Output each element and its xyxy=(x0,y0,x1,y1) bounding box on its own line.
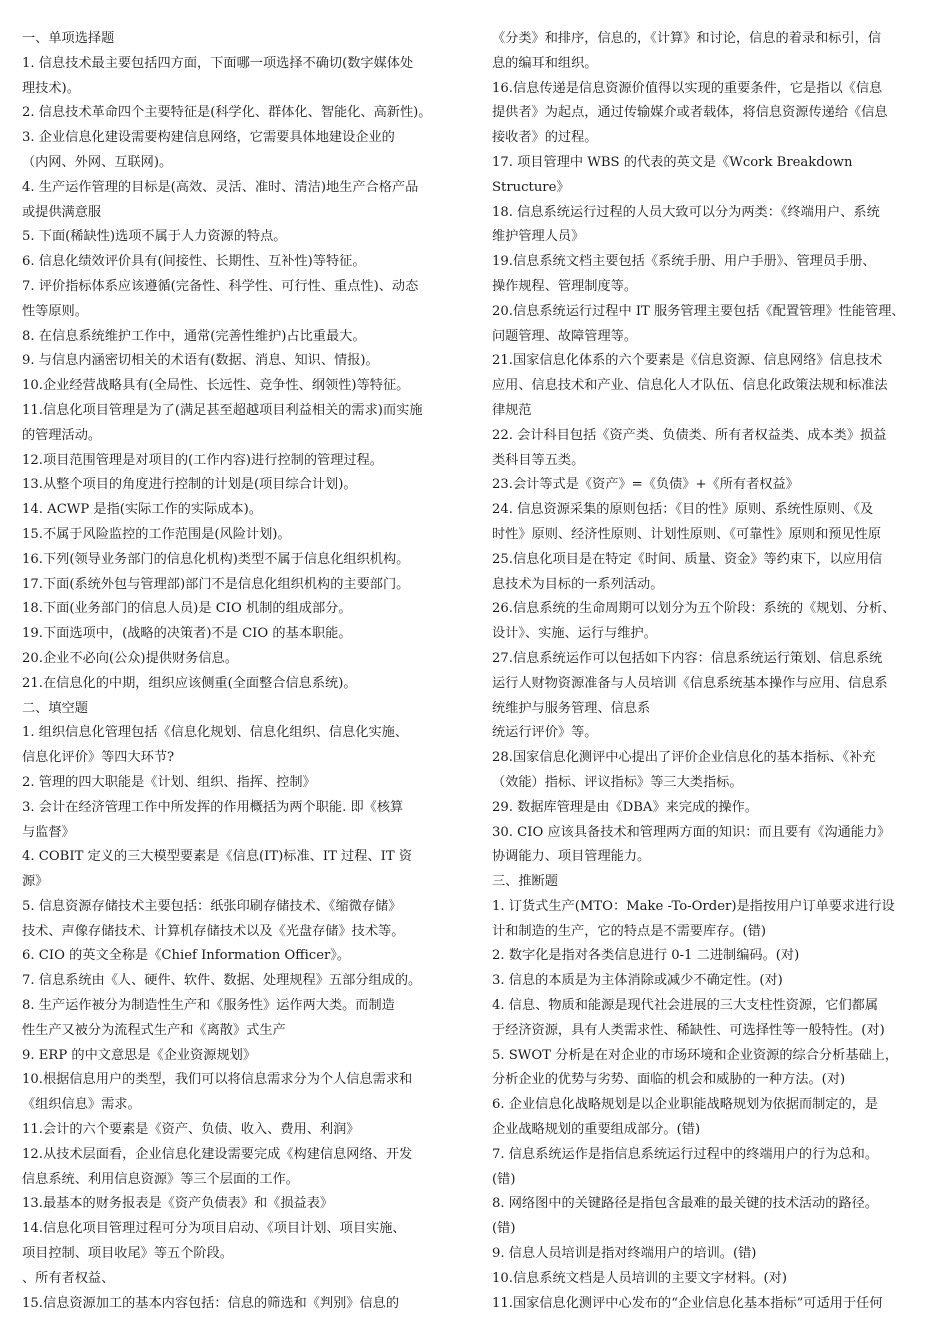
left-column-line: 或提供满意服 xyxy=(22,204,102,220)
left-column-line: 6. 信息化绩效评价具有(间接性、长期性、互补性)等特征。 xyxy=(22,254,366,270)
left-column-line: 信息系统、利用信息资源》等三个层面的工作。 xyxy=(22,1171,299,1187)
left-column xyxy=(22,27,460,1344)
right-column-line: 23.会计等式是《资产》=《负债》+《所有者权益》 xyxy=(492,477,799,493)
left-column-line: 12.从技术层面看，企业信息化建设需要完成《构建信息网络、开发 xyxy=(22,1146,413,1162)
left-column-line: 理技术)。 xyxy=(22,80,80,96)
right-column-line: 4. 信息、物质和能源是现代社会进展的三大支柱性资源，它们都属 xyxy=(492,998,879,1014)
right-column-line: 运行人财物资源准备与人员培训《信息系统基本操作与应用、信息系 xyxy=(492,675,888,691)
left-column-line: 14. ACWP 是指(实际工作的实际成本)。 xyxy=(22,502,262,518)
right-column-line: 18. 信息系统运行过程的人员大致可以分为两类：《终端用户、系统 xyxy=(492,204,880,220)
right-column-line: 问题管理、故障管理等。 xyxy=(492,328,638,344)
left-column-line: 性等原则。 xyxy=(22,303,88,319)
right-column-line: 统维护与服务管理、信息系 xyxy=(492,700,651,716)
right-column-line: 接收者》的过程。 xyxy=(492,130,598,146)
right-column-line: 10.信息系统文档是人员培训的主要文字材料。(对) xyxy=(492,1270,788,1286)
right-column-line: 类科目等五类。 xyxy=(492,452,585,468)
right-column-line: 应用、信息技术和产业、信息化人才队伍、信息化政策法规和标准法 xyxy=(492,378,888,394)
left-column-line: 2. 信息技术革命四个主要特征是(科学化、群体化、智能化、高新性)。 xyxy=(22,105,432,121)
right-column-line: 26.信息系统的生命周期可以划分为五个阶段：系统的《规划、分析、 xyxy=(492,601,896,617)
right-column-line: 1. 订货式生产(MTO：Make -To-Order)是指按用户订单要求进行设 xyxy=(492,898,895,914)
left-column-line: 9. ERP 的中文意思是《企业资源规划》 xyxy=(22,1047,257,1063)
left-column-line: 6. CIO 的英文全称是《Chief Information Officer》。 xyxy=(22,948,351,964)
right-column-line: 29. 数据库管理是由《DBA》来完成的操作。 xyxy=(492,799,758,815)
right-column-line: 2. 数字化是指对各类信息进行 0-1 二进制编码。(对) xyxy=(492,948,800,964)
left-column-line: 12.项目范围管理是对项目的(工作内容)进行控制的管理过程。 xyxy=(22,452,383,468)
left-column-line: 11.信息化项目管理是为了(满足甚至超越项目利益相关的需求)而实施 xyxy=(22,402,423,418)
right-column-line: 于经济资源，具有人类需求性、稀缺性、可选择性等一般特性。(对) xyxy=(492,1022,885,1038)
right-column-line: 协调能力、项目管理能力。 xyxy=(492,849,651,865)
left-column-line: 13.最基本的财务报表是《资产负债表》和《损益表》 xyxy=(22,1196,334,1212)
left-column-line: 8. 生产运作被分为制造性生产和《服务性》运作两大类。而制造 xyxy=(22,998,395,1014)
left-column-line: 13.从整个项目的角度进行控制的计划是(项目综合计划)。 xyxy=(22,477,357,493)
left-column-line: 技术、声像存储技术、计算机存储技术以及《光盘存储》技术等。 xyxy=(22,923,405,939)
right-column-line: 提供者》为起点，通过传输媒介或者载体，将信息资源传递给《信息 xyxy=(492,105,888,121)
left-column-line: 16.下列(领导业务部门的信息化机构)类型不属于信息化组织机构。 xyxy=(22,551,410,567)
left-column-line: 20.企业不必向(公众)提供财务信息。 xyxy=(22,650,238,666)
right-column-line: Structure》 xyxy=(492,179,570,195)
right-column-line: 律规范 xyxy=(492,402,532,418)
right-column-line: 16.信息传递是信息资源价值得以实现的重要条件，它是指以《信息 xyxy=(492,80,883,96)
right-column-line: 企业战略规划的重要组成部分。(错) xyxy=(492,1122,701,1138)
right-column-line: 5. SWOT 分析是在对企业的市场环境和企业资源的综合分析基础上， xyxy=(492,1047,899,1063)
left-column-line: 10.根据信息用户的类型，我们可以将信息需求分为个人信息需求和 xyxy=(22,1072,413,1088)
right-column-line: 操作规程、管理制度等。 xyxy=(492,278,638,294)
left-column-line: 项目控制、项目收尾》等五个阶段。 xyxy=(22,1246,233,1262)
right-column-line: 统运行评价》等。 xyxy=(492,725,598,741)
left-column-line: 5. 信息资源存储技术主要包括：纸张印刷存储技术、《缩微存储》 xyxy=(22,898,402,914)
left-column-line: 与监督》 xyxy=(22,824,75,840)
left-column-line: 2. 管理的四大职能是《计划、组织、指挥、控制》 xyxy=(22,774,316,790)
right-column-line: 计和制造的生产，它的特点是不需要库存。(错) xyxy=(492,923,767,939)
left-column-line: 21.在信息化的中期，组织应该侧重(全面整合信息系统)。 xyxy=(22,675,357,691)
right-column-line: 9. 信息人员培训是指对终端用户的培训。(错) xyxy=(492,1246,757,1262)
right-column-line: 20.信息系统运行过程中 IT 服务管理主要包括《配置管理》性能管理、 xyxy=(492,303,905,319)
right-column-line: 息技术为目标的一系列活动。 xyxy=(492,576,664,592)
left-column-line: 14.信息化项目管理过程可分为项目启动、《项目计划、项目实施、 xyxy=(22,1221,406,1237)
left-column-line: 19.下面选项中，(战略的决策者)不是 CIO 的基本职能。 xyxy=(22,626,352,642)
right-column-line: 22. 会计科目包括《资产类、负债类、所有者权益类、成本类》损益 xyxy=(492,427,887,443)
right-column-line: 息的编耳和组织。 xyxy=(492,55,598,71)
left-column-line: 17.下面(系统外包与管理部)部门不是信息化组织机构的主要部门。 xyxy=(22,576,410,592)
left-column-line: 3. 会计在经济管理工作中所发挥的作用概括为两个职能. 即《核算 xyxy=(22,799,404,815)
right-column-line: 30. CIO 应该具备技术和管理两方面的知识：而且要有《沟通能力》 xyxy=(492,824,891,840)
right-column-line: （效能）指标、评议指标》等三大类指标。 xyxy=(492,774,743,790)
left-column-line: 源》 xyxy=(22,874,49,890)
left-column-line: 一、单项选择题 xyxy=(22,31,115,46)
right-column-line: 时性》原则、经济性原则、计划性原则、《可靠性》原则和预见性原 xyxy=(492,526,882,542)
left-column-line: 性生产又被分为流程式生产和《离散》式生产 xyxy=(22,1022,286,1038)
right-column-line: 维护管理人员》 xyxy=(492,229,585,245)
right-column xyxy=(492,27,932,1344)
left-column-line: 15.信息资源加工的基本内容包括：信息的筛选和《判别》信息的 xyxy=(22,1295,400,1311)
right-column-line: (错) xyxy=(492,1171,516,1187)
left-column-line: 9. 与信息内涵密切相关的术语有(数据、消息、知识、情报)。 xyxy=(22,353,379,369)
left-column-line: 4. 生产运作管理的目标是(高效、灵活、准时、清洁)地生产合格产品 xyxy=(22,179,419,195)
right-column-line: 6. 企业信息化战略规划是以企业职能战略规划为依据而制定的，是 xyxy=(492,1097,879,1113)
right-column-line: 分析企业的优势与劣势、面临的机会和威胁的一种方法。(对) xyxy=(492,1072,846,1088)
right-column-line: 8. 网络图中的关键路径是指包含最难的最关键的技术活动的路径。 xyxy=(492,1196,879,1212)
left-column-line: 3. 企业信息化建设需要构建信息网络，它需要具体地建设企业的 xyxy=(22,130,395,146)
right-column-line: 11.国家信息化测评中心发布的“企业信息化基本指标”可适用于任何 xyxy=(492,1295,883,1311)
left-column-line: 的管理活动。 xyxy=(22,427,102,443)
right-column-line: 24. 信息资源采集的原则包括：《目的性》原则、系统性原则、《及 xyxy=(492,502,874,518)
right-column-line: 设计》、实施、运行与维护。 xyxy=(492,626,657,642)
left-column-line: 15.不属于风险监控的工作范围是(风险计划)。 xyxy=(22,526,291,542)
left-column-line: 信息化评价》等四大环节? xyxy=(22,750,175,766)
left-column-line: 二、填空题 xyxy=(22,700,88,716)
left-column-line: 、所有者权益、 xyxy=(22,1270,115,1286)
right-column-line: 21.国家信息化体系的六个要素是《信息资源、信息网络》信息技术 xyxy=(492,353,883,369)
left-column-line: 18.下面(业务部门的信息人员)是 CIO 机制的组成部分。 xyxy=(22,601,352,617)
right-column-line: 19.信息系统文档主要包括《系统手册、用户手册》、管理员手册、 xyxy=(492,254,876,270)
right-column-line: 17. 项目管理中 WBS 的代表的英文是《Wcork Breakdown xyxy=(492,154,853,170)
left-column-line: 《组织信息》需求。 xyxy=(22,1097,141,1113)
left-column-line: （内网、外网、互联网)。 xyxy=(22,154,173,170)
left-column-line: 5. 下面(稀缺性)选项不属于人力资源的特点。 xyxy=(22,229,287,245)
left-column-line: 11.会计的六个要素是《资产、负债、收入、费用、利润》 xyxy=(22,1122,360,1138)
left-column-line: 7. 信息系统由《人、硬件、软件、数据、处理规程》五部分组成的。 xyxy=(22,973,422,989)
right-column-line: 25.信息化项目是在特定《时间、质量、资金》等约束下，以应用信 xyxy=(492,551,883,567)
right-column-line: 《分类》和排序，信息的，《计算》和讨论，信息的着录和标引，信 xyxy=(492,31,882,46)
right-column-line: 28.国家信息化测评中心提出了评价企业信息化的基本指标、《补充 xyxy=(492,750,876,766)
left-column-line: 8. 在信息系统维护工作中，通常(完善性维护)占比重最大。 xyxy=(22,328,366,344)
left-column-line: 1. 信息技术最主要包括四方面，下面哪一项选择不确切(数字媒体处 xyxy=(22,55,414,71)
right-column-line: (错) xyxy=(492,1221,516,1237)
left-column-line: 7. 评价指标体系应该遵循(完备性、科学性、可行性、重点性)、动态 xyxy=(22,278,419,294)
right-column-line: 7. 信息系统运作是指信息系统运行过程中的终端用户的行为总和。 xyxy=(492,1146,879,1162)
right-column-line: 三、推断题 xyxy=(492,874,558,890)
right-column-line: 27.信息系统运作可以包括如下内容：信息系统运行策划、信息系统 xyxy=(492,650,883,666)
left-column-line: 1. 组织信息化管理包括《信息化规划、信息化组织、信息化实施、 xyxy=(22,725,409,741)
left-column-line: 4. COBIT 定义的三大模型要素是《信息(IT)标准、IT 过程、IT 资 xyxy=(22,849,413,865)
left-column-line: 10.企业经营战略具有(全局性、长远性、竞争性、纲领性)等特征。 xyxy=(22,378,410,394)
right-column-line: 3. 信息的本质是为主体消除或减少不确定性。(对) xyxy=(492,973,783,989)
